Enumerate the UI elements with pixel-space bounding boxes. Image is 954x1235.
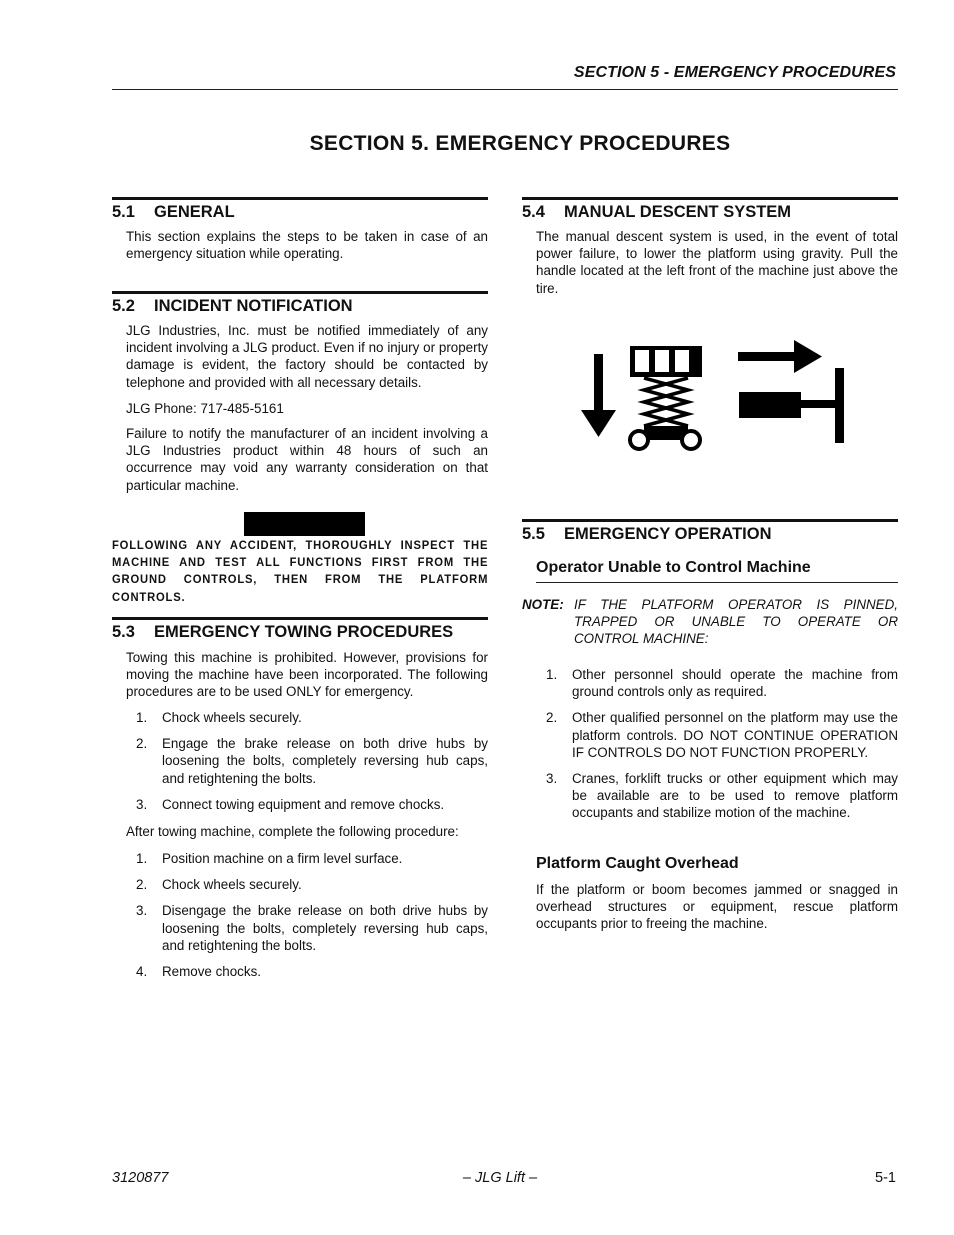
section-title: MANUAL DESCENT SYSTEM: [564, 203, 792, 221]
list-item: 4. Remove chocks.: [136, 964, 261, 980]
list-item: 3. Disengage the brake release on both drive hubs by loosening the bolts, completely reversing hub caps, and retightening the bolts.: [136, 903, 488, 953]
section-5-2-phone: JLG Phone: 717-485-5161: [126, 401, 284, 416]
operator-steps-list: [536, 666, 898, 831]
note-text: IF THE PLATFORM OPERATOR IS PINNED, TRAPPED OR UNABLE TO OPERATE OR CONTROL MACHINE:: [574, 597, 898, 647]
list-item: 1. Other personnel should operate the machine from ground controls only as required.: [546, 667, 898, 700]
list-item: 3. Cranes, forklift trucks or other equipment which may be available are to be used to remove platform occupants and stabilize motion of the machine.: [546, 771, 898, 821]
footer-brand: – JLG Lift –: [462, 1170, 538, 1186]
subsection-platform-caught: Platform Caught Overhead: [536, 855, 739, 872]
right-arrow-icon: [738, 340, 822, 373]
subsection-operator-unable: Operator Unable to Control Machine: [536, 559, 898, 583]
footer-doc-number: 3120877: [112, 1170, 169, 1186]
after-towing-text: After towing machine, complete the following procedure:: [126, 824, 459, 839]
section-5-5-heading: [522, 519, 898, 544]
section-5-1-body: This section explains the steps to be taken in case of an emergency situation while operating.: [126, 229, 488, 262]
running-header: SECTION 5 - EMERGENCY PROCEDURES: [573, 64, 896, 81]
platform-caught-body: If the platform or boom becomes jammed or snagged in overhead structures or equipment, rescue platform occupants prior to freeing the machine.: [536, 882, 898, 932]
footer-page-number: 5-1: [875, 1170, 896, 1186]
section-number: 5.1: [112, 203, 135, 221]
section-number: 5.4: [522, 203, 545, 221]
header-rule: [112, 89, 898, 90]
towing-steps-list: [126, 709, 488, 822]
warning-text: FOLLOWING ANY ACCIDENT, THOROUGHLY INSPECT THE MACHINE AND TEST ALL FUNCTIONS FIRST FROM THE GROUND CONTROLS, THEN FROM THE PLATFORM CONTROLS.: [112, 538, 489, 604]
section-number: 5.5: [522, 525, 545, 543]
list-item: 1. Chock wheels securely.: [136, 710, 302, 725]
manual-descent-illustration: [578, 340, 848, 455]
section-title: EMERGENCY OPERATION: [564, 525, 772, 543]
section-5-2-paragraph-1: JLG Industries, Inc. must be notified immediately of any incident involving a JLG product. Even if no injury or property damage is evident, the factory should be contacted by telephone and provided with all necessary details.: [126, 323, 488, 390]
section-5-1-heading: [112, 197, 488, 222]
list-item: 2. Engage the brake release on both drive hubs by loosening the bolts, completely reversing hub caps, and retightening the bolts.: [136, 736, 488, 786]
section-title: GENERAL: [154, 203, 235, 221]
list-item: 2. Other qualified personnel on the platform may use the platform controls. DO NOT CONTINUE OPERATION IF CONTROLS DO NOT FUNCTION PROPERLY.: [546, 710, 898, 760]
section-5-4-heading: [522, 197, 898, 222]
scissor-lift-icon: [630, 346, 702, 449]
section-number: 5.2: [112, 297, 135, 315]
note-label: NOTE:: [522, 597, 564, 612]
after-towing-steps-list: [126, 850, 488, 989]
pull-handle-icon: [739, 368, 844, 443]
list-item: 1. Position machine on a firm level surface.: [136, 851, 403, 866]
note-block: [522, 596, 898, 648]
section-5-3-intro: Towing this machine is prohibited. However, provisions for moving the machine have been incorporated. The following procedures are to be used ONLY for emergency.: [126, 650, 488, 700]
section-title: INCIDENT NOTIFICATION: [154, 297, 353, 315]
warning-banner: [244, 512, 365, 536]
section-title: EMERGENCY TOWING PROCEDURES: [154, 623, 454, 641]
down-arrow-icon: [581, 354, 616, 437]
section-5-4-body: The manual descent system is used, in the event of total power failure, to lower the platform using gravity. Pull the handle located at the left front of the machine just above the tire.: [536, 229, 898, 296]
section-5-3-heading: [112, 617, 488, 642]
section-5-2-heading: [112, 291, 488, 316]
page-title: SECTION 5. EMERGENCY PROCEDURES: [309, 132, 731, 155]
list-item: 3. Connect towing equipment and remove chocks.: [136, 796, 445, 812]
section-number: 5.3: [112, 623, 135, 641]
section-5-2-paragraph-3: Failure to notify the manufacturer of an incident involving a JLG Industries product within 48 hours of such an occurrence may void any warranty consideration on that particular machine.: [126, 426, 488, 493]
list-item: 2. Chock wheels securely.: [136, 877, 302, 893]
